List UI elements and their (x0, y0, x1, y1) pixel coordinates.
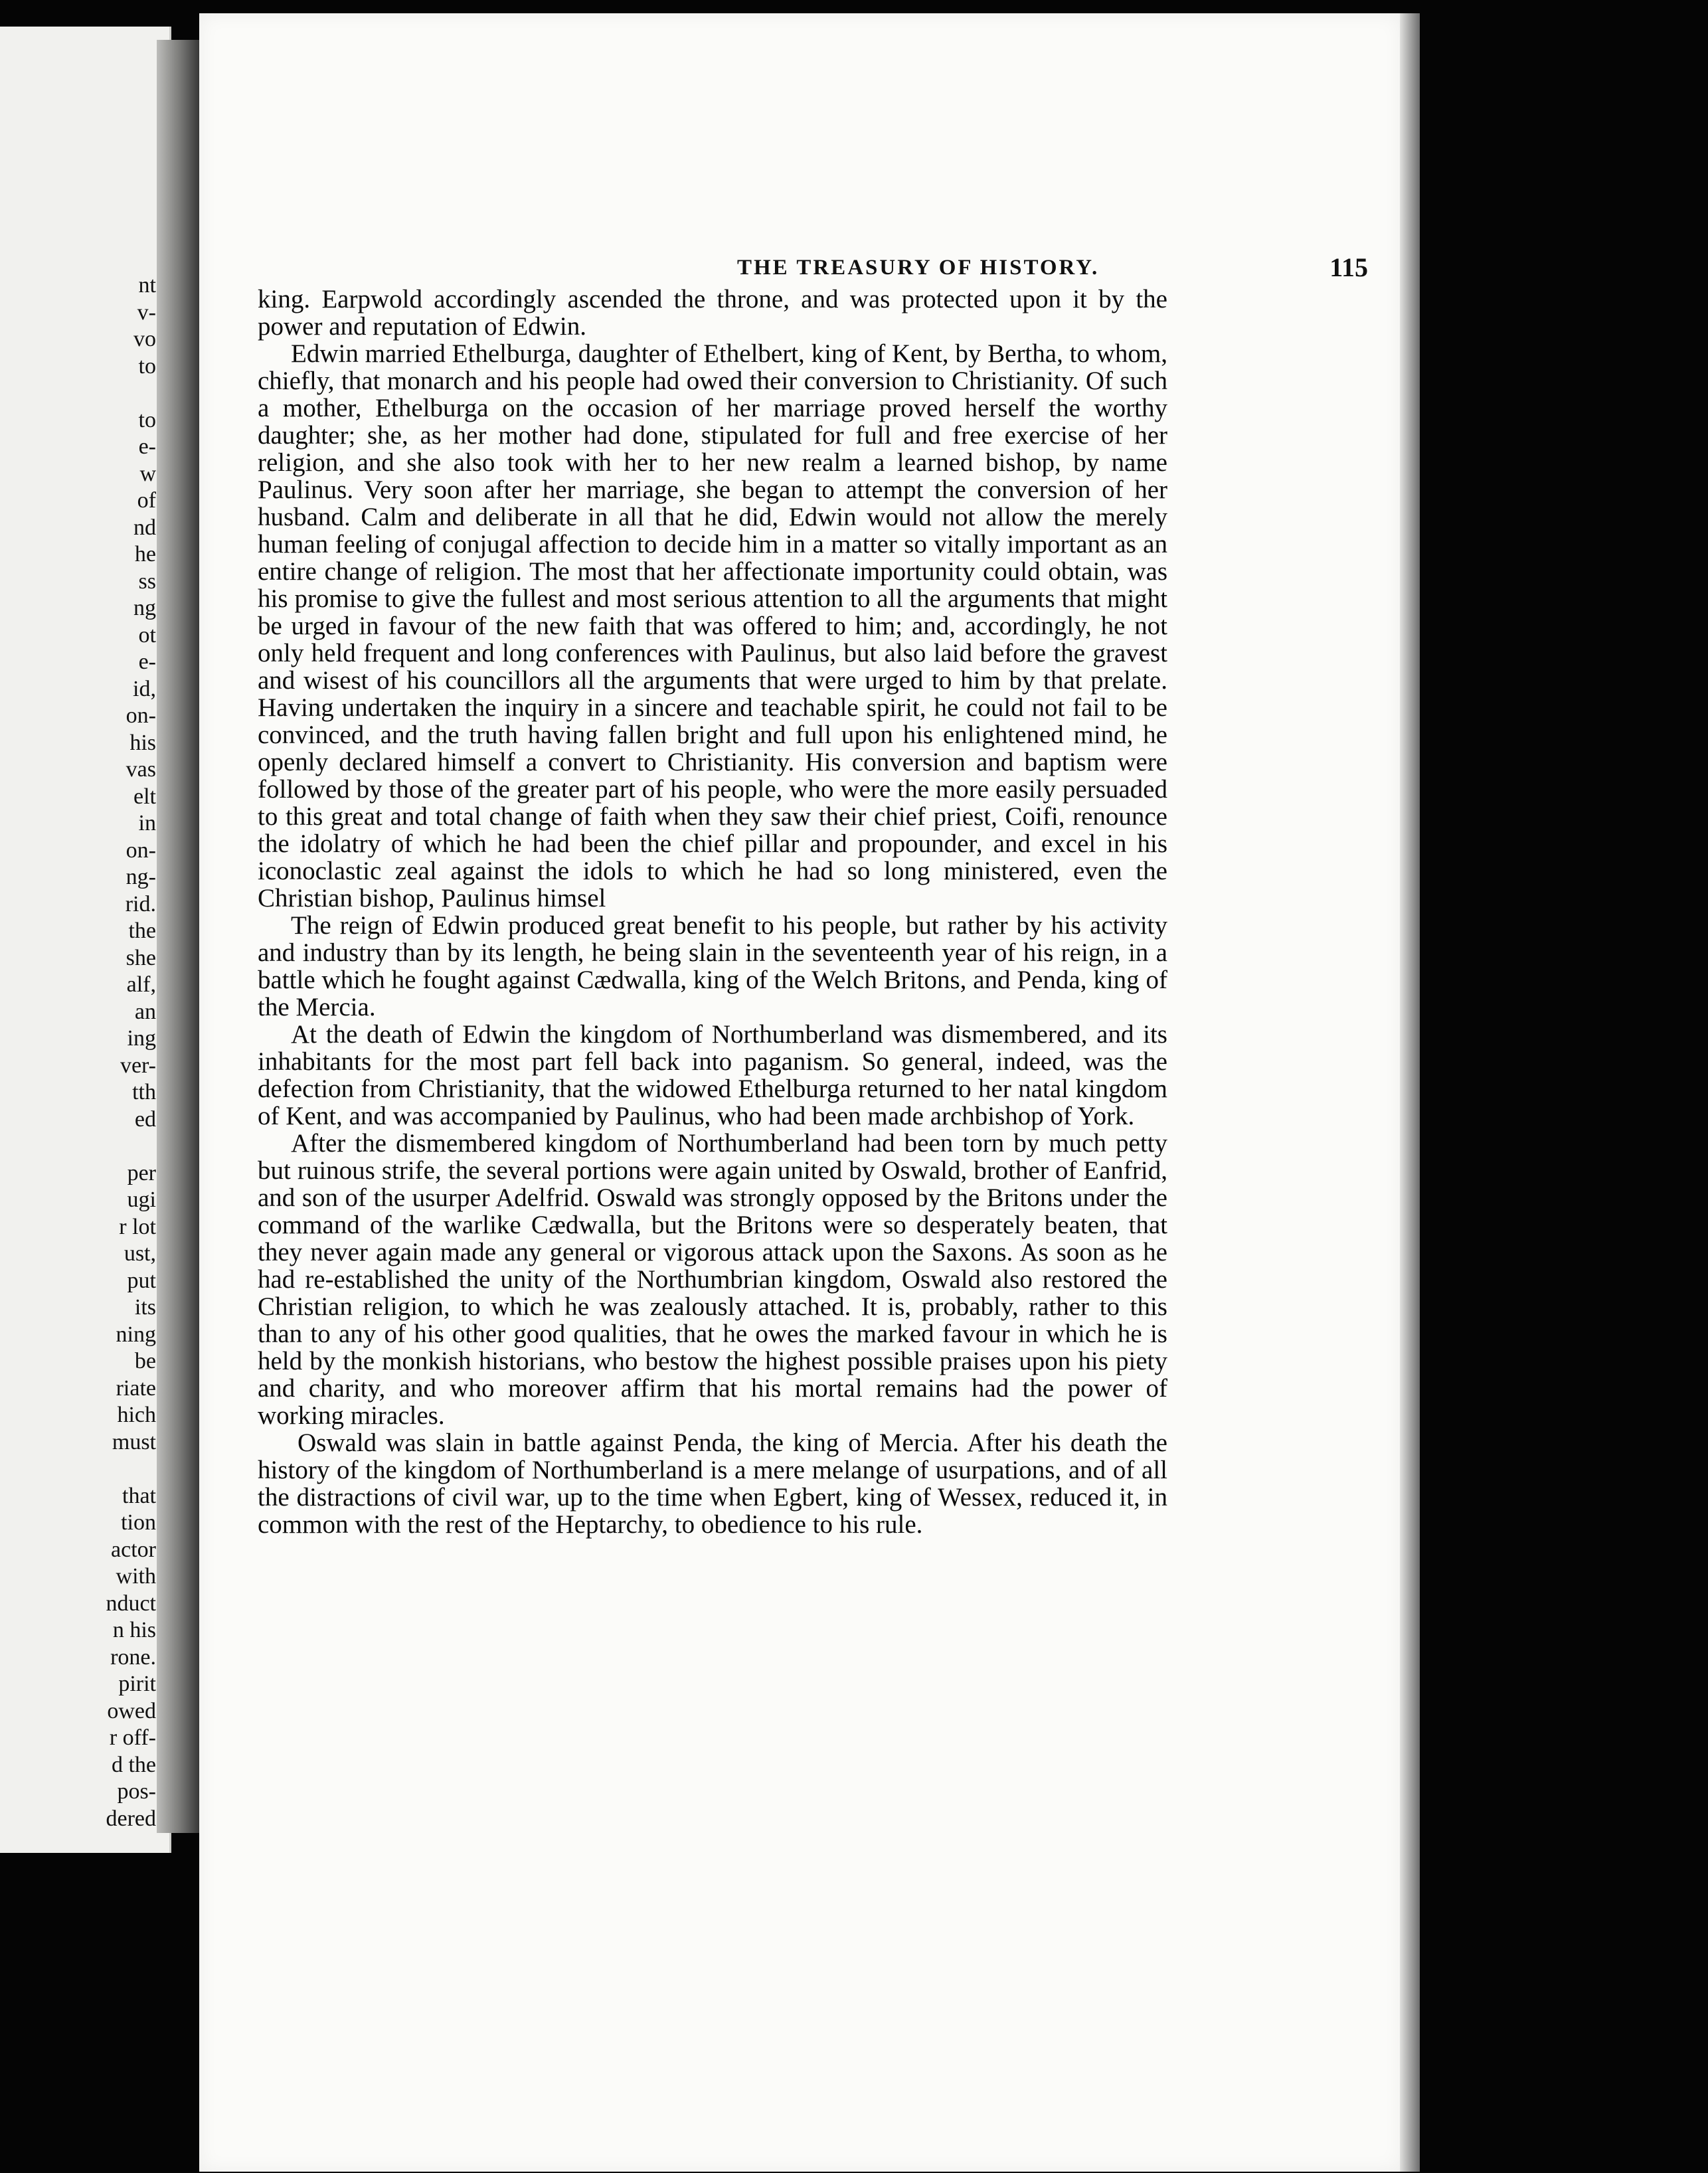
left-page-fragment: put (127, 1268, 156, 1293)
left-page-fragment: e- (138, 650, 156, 674)
left-page-fragment: she (126, 945, 156, 970)
left-page-fragment: of (137, 488, 156, 513)
left-page-fragment: owed (107, 1698, 156, 1723)
left-page-fragment: vas (126, 757, 156, 782)
left-page-fragment: to (138, 353, 156, 379)
left-page-fragment: d the (111, 1752, 156, 1777)
left-page-fragment (0, 1456, 156, 1483)
left-page-fragment: ed (134, 1106, 156, 1132)
paragraph: After the dismembered kingdom of Northumberland had been torn by much petty but ruinous strife, the several portions were again united by Oswald, brother of Eanfrid, and son of the usurper Adelfrid. Oswald was strongly opposed by the Britons under the command of the warlike Cædwalla, but the Britons were so desperately beaten, that they never again made any general or vigorous attack upon the Saxons. As soon as he had re-established the unity of the Northumbrian kingdom, Oswald also restored the Christian religion, to which he was zealously attached. It is, probably, rather to this than to any of his other good qualities, that he owes the marked favour in which he is held by the monkish historians, who bestow the highest possible praises upon his piety and charity, and who moreover affirm that his mortal remains had the power of working miracles. (258, 1129, 1167, 1430)
left-page-fragment: nd (133, 515, 156, 540)
paragraph: The reign of Edwin produced great benefit to his people, but rather by his activity and industry than by its length, he being slain in the seventeenth year of his reign, in a battle which he fought against Cædwalla, king of the Welch Britons, and Penda, king of the Mercia. (258, 911, 1167, 1021)
left-page-fragment (0, 1133, 156, 1160)
left-page-fragment: w (139, 461, 156, 486)
left-page-fragment: riate (116, 1375, 156, 1401)
left-page-fragment: v- (137, 300, 156, 325)
running-title: THE TREASURY OF HISTORY. (737, 256, 1100, 280)
left-page-fragment: tth (132, 1080, 156, 1104)
left-page-fragment: pirit (118, 1672, 156, 1696)
left-page-fragment: pos- (117, 1779, 156, 1804)
left-page-fragment: vo (133, 327, 156, 351)
left-page-fragment: nt (138, 273, 156, 298)
paragraph: Edwin married Ethelburga, daughter of Ethelbert, king of Kent, by Bertha, to whom, chiefly, that monarch and his people had owed their conversion to Christianity. Of such a mother, Ethelburga on the occasion of her marriage proved herself the worthy daughter; she, as her mother had done, stipulated for full and free exercise of her religion, and she also took with her to her new realm a learned bishop, by name Paulinus. Very soon after her marriage, she began to attempt the conversion of her husband. Calm and deliberate in all that he did, Edwin would not allow the merely human feeling of conjugal affection to decide him in a matter so vitally important as an entire change of religion. The most that her affectionate importunity could obtain, was his promise to give the fullest and most serious attention to all the arguments that might be urged in favour of the new faith that was offered to him; and, accordingly, he not only held frequent and long conferences with Paulinus, but also laid before the gravest and wisest of his councillors all the arguments that were urged to him by that prelate. Having undertaken the inquiry in a sincere and teachable spirit, he could not fail to be convinced, and the truth having fallen bright and full upon his enlightened mind, he openly declared himself a convert to Christianity. His conversion and baptism were followed by those of the greater part of his people, who were the more easily persuaded to this great and total change of faith when they saw their chief priest, Coifi, renounce the idolatry of which he had been the chief pillar and propounder, and excel in his iconoclastic zeal against the idols to which he had so long ministered, even the Christian bishop, Paulinus himsel (258, 339, 1167, 913)
left-page-fragment: r off- (109, 1725, 156, 1750)
left-page-fragment: e- (138, 434, 156, 459)
left-page-fragment: on- (126, 703, 156, 728)
paragraph: At the death of Edwin the kingdom of Northumberland was dismembered, and its inhabitants for the most part fell back into paganism. So general, indeed, was the defection from Christianity, that the widowed Ethelburga returned to her natal kingdom of Kent, and was accompanied by Paulinus, who had been made archbishop of York. (258, 1020, 1167, 1130)
left-page-fragment: tion (121, 1510, 156, 1535)
left-page-fragment: its (134, 1295, 156, 1320)
page-header (737, 252, 1368, 288)
left-page-fragment: nduct (106, 1591, 156, 1616)
paragraph: Oswald was slain in battle against Penda, the king of Mercia. After his death the history of the kingdom of Northumberland is a mere melange of usurpations, and of all the distractions of civil war, up to the time when Egbert, king of Wessex, reduced it, in common with the rest of the Heptarchy, to obedience to his rule. (258, 1429, 1167, 1539)
paragraph: king. Earpwold accordingly ascended the throne, and was protected upon it by the power and reputation of Edwin. (258, 285, 1167, 341)
left-page-fragment: ing (127, 1026, 156, 1051)
left-page-fragment (0, 380, 156, 407)
left-page-fragment: ugi (127, 1187, 156, 1212)
page-number: 115 (1329, 252, 1368, 282)
left-page-fragment: n his (112, 1618, 156, 1642)
left-page-fragment: that (122, 1483, 156, 1508)
left-page-fragment: ng- (126, 865, 156, 889)
left-page-fragment: ng (133, 596, 156, 620)
left-page-fragment: ver- (120, 1053, 156, 1078)
left-page-fragment: on- (126, 837, 156, 863)
left-page-fragment: alf, (126, 972, 156, 997)
left-page-fragment: with (116, 1564, 156, 1589)
left-page-fragment: rone. (110, 1644, 156, 1670)
left-page-fragment: be (134, 1349, 156, 1373)
left-page-fragment: in (138, 811, 156, 835)
left-page-fragment: per (127, 1160, 156, 1185)
left-page-fragment: his (129, 730, 156, 755)
left-page-fragment: an (134, 999, 156, 1024)
left-page (0, 27, 171, 1853)
left-page-fragment: must (112, 1429, 156, 1454)
left-page-fragment: rid. (125, 891, 156, 916)
left-page-fragment: actor (111, 1537, 156, 1562)
left-page-fragment: ot (138, 622, 156, 648)
left-page-fragment: ust, (124, 1241, 156, 1266)
left-page-fragment: dered (106, 1806, 156, 1831)
left-page-fragment: elt (133, 784, 156, 809)
left-page-fragment: id, (133, 676, 156, 701)
left-page-fragment: hich (117, 1403, 156, 1427)
left-page-fragment: r lot (119, 1214, 156, 1239)
book-gutter (157, 40, 203, 1833)
left-page-fragment: ss (138, 568, 156, 594)
left-page-fragments (0, 272, 156, 1832)
left-page-fragment: he (134, 542, 156, 566)
page-edge (1400, 13, 1420, 2172)
body-text (258, 286, 1167, 1538)
left-page-fragment: the (128, 918, 156, 943)
left-page-fragment: to (138, 407, 156, 432)
left-page-fragment: ning (116, 1322, 156, 1347)
